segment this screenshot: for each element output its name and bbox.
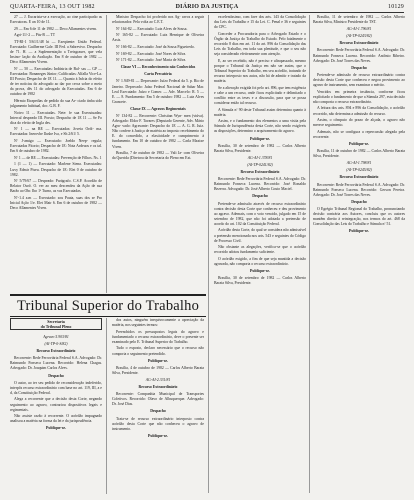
paragraph: (AI-TP-0245/82) (346, 168, 372, 173)
paragraph: 29 — Em 6 de 11 de 1982 — Deco Allamentes vivem. (14, 26, 97, 31)
paragraph: Classe IX — Agravos Regimentais (130, 106, 186, 111)
paragraph: Brasília, 11 de outubro de 1982 — Carlos Alberto Barata Silva, Presidente. (313, 149, 405, 159)
paragraph: Brasília, 11 de setembro de 1982 — Carlos Alberto Barata Silva, Ministro Presidente do TST. (313, 15, 405, 25)
paragraph: (AI-TP-0-S/82) (44, 342, 68, 347)
paragraph: Publique-se. (349, 229, 369, 234)
column-4 (313, 15, 405, 493)
paragraph: Tudo o exposto, declaro necessário que o recurso não comporta o seguimento pretendido. (112, 346, 204, 356)
paragraph: Recurso Extraordinário (240, 170, 280, 175)
paragraph: Não assiste razão à recorrente. O acórdão impugnado analisou a matéria na forma da lei e da jurisprudência. (10, 414, 102, 424)
column-3 (214, 15, 306, 493)
paragraph: Recurso Extraordinário (138, 385, 178, 390)
page-header (10, 3, 404, 13)
paragraph: Despacho (252, 194, 268, 199)
paragraph: Publique-se. (349, 141, 369, 146)
paragraph: Publique-se. (148, 358, 168, 363)
paragraph: Brasília, 4 de outubro de 1982 — Carlos Alberto Barata Silva, Presidente. (112, 365, 204, 375)
paragraph: Agri-11/-2 — Pás-B — TT (14, 33, 56, 38)
paragraph: Nº 134-82 — Recorrente: Christian Wyn- men (viúva). Advogado: Eldor F. Tavares (Deputado Gerente, Adv. Mário Agra- vado: Agravante: Despacho do 1E — A. G. R. Juiz. Não confere à Justiça de matéria ao imposto recebimento do E. do concedido, a elasticidade e cumprimento à fundamento. Em 10 de outubro de 1982 — Carla Maxixe Viven. (112, 114, 204, 149)
paragraph: Nº 5/79/67 — Despeado: Parágrafo. C.S.P. Acordão de Relator Ourô. O. ver ao meu descendeu da Ação de sua Barão ao Obr. Ibo 1ª Turno, as vas Executadas. (10, 179, 102, 194)
paragraph: excelentíssimo, com fave dos arts. 143 da Consolidação das Leis do Trabalho e 15 da Lei. C. Penal e 36 e seguintes do CPC. (214, 15, 306, 30)
paragraph: Publique-se. (250, 269, 270, 274)
paragraph: Nº 164-82 — Executado: Luiz Alves de Sousa. (116, 26, 188, 31)
column-1-lower (10, 333, 102, 494)
paragraph: Se a alteração exigida foi pelo art. 896, que tem exigência e cabe a um recurso, onde ficou explicitado e delimitado o conflito entre as teses e a discussão, para que se possa considerar então tal recurso. (214, 85, 306, 105)
paragraph: Preenchidos os pressupostos legais do agravo e fundamentado o recurso extraordinário, deve o presente ser examinado pelo E. Tribunal Superior do Trabalho. (112, 329, 204, 344)
paragraph: O acórdão exigido, a fim de que seja mantida a decisão agravada, não comporta o recurso extraordinário. (214, 256, 306, 267)
paragraph: AG-AI-2.331/81 (145, 377, 171, 382)
paragraph: 1 (1 — 1) — Executado: Marlene Siena. Executadas: Luvy Edmir Piseu. Despacho de 1E: Elet 0 de outubro de 1982. (10, 162, 102, 177)
paragraph: AG-AI-1.796/81 (346, 27, 372, 32)
column-divider (208, 15, 209, 493)
column-2-lower (112, 318, 204, 494)
paragraph: AG-AI-1.378/81 (247, 155, 273, 160)
paragraph: Nº 1.949-81 — Deprecante: Juízo Federal da 5. p. Rio de Janeiro. Deprecado: Juízo Federal Nacional de Sabar Mar. Leal Executado: Juízo e Comer. — Adv. Marcelo: R. 5 — E. — 8. Fundamento: Em 5 de outubro 1982 — Luiz Alves Grancete. (112, 79, 204, 104)
secretaria-line-2: do Tribunal Pleno (40, 324, 72, 329)
paragraph: Nº 165-82 — Executado: Luiz Henrique de Oliveira Assis. (112, 33, 204, 43)
paragraph: (AI-TP-0243/82) (346, 34, 372, 39)
paragraph: Nº 169-82 — Executado: José Nores de Silva. (116, 51, 187, 56)
paragraph: (AI-TP-0241/82) (247, 162, 273, 167)
paragraph: Pretende-se admissão através de recurso extraordinário contra decisão desta Corte que conheceu e deu provimento ao agravo. Ademais, com o voto vencido, julgado em 15 de setembro de 1982, que não foi adotada a pretensão de acordo do art. 102 da Constituição Federal. (214, 201, 306, 226)
paragraph: Pretende-se admissão de recurso extraordinário contra decisão desta Corte que conheceu e negou provimento ao agravo de instrumento, sem examinar o mérito. (313, 72, 405, 88)
header-publication-title: DIÁRIO DA JUSTIÇA (175, 4, 239, 10)
paragraph: Nº-1.4 a.m — Executado: sou Pauta, suas dos se Pro Inicial Ação 1/e. Elet Mair 6. Em 6 de outubro de 1982 — Deco Allamentes Viven. (10, 196, 102, 211)
paragraph: Recorrente: Companhia Municipal de Transportes Coletivos. Recorrido: Olavo de Albuquerque. Advogado: Dr. José Dias. (112, 392, 204, 407)
paragraph: Recurso Extraordinário (339, 175, 379, 180)
paragraph: Recorrente: Rede Ferroviária Federal S.A. Advogado: Dr. Raimundo Fonseca Lucena. Recorrido: Helena Chagas. Advogado: Dr. Joaquim Carlos Alves. (10, 356, 102, 371)
column-divider (309, 15, 310, 493)
paragraph: Nº — 50 — Executadas: Indústria de Bal- sas — GP — Executadas: Bonaneges Júnior; Calificadas: Alfalla Vice-La. III Porsto; Despacho de 1E 11. — Quanto à Infcia do efeito de ter noticias do advogado ao dar por cerca sobre o meio da prova, dês 11 do advogado da Executadas. Em 6 de outubro de 1982 (10, 66, 102, 97)
paragraph: Recorrente: Rede Ferroviária Federal S.A. Advogado: Dr. Raimundo Fonseca Lucena. Recorrido: Gerson Pereira. Advogado: Dr. José Torres das Neves. (313, 182, 405, 197)
header-page-number: 10129 (388, 4, 404, 10)
paragraph: Vencidos em primeira instância, conforme ficou explicitado o fundamento de que a Súmula 297, esta decisão não comporta o recurso extraordinário. (313, 89, 405, 104)
paragraph: Carta Precatória (144, 72, 172, 77)
paragraph: Classe VI — Reconhecimento não Conhecidos (120, 65, 196, 70)
column-divider (106, 15, 107, 293)
paragraph: TT-RI-1 5/61/1/48 ht — Exeqüente: União Federal. Executado: Guilherme Gale. III Fed. a Sabrevivo. Despacho de 71. H. — a Suplementação a Treisgrauer, que vela Insino- lação da Avaliação. Em 8 de outubro de 1982 — Déco Allamentes Vivem. (10, 39, 102, 65)
section-banner: Tribunal Superior do Trabalho (10, 294, 206, 317)
column-1 (10, 15, 102, 293)
paragraph: Despacho (351, 65, 367, 70)
paragraph: Nº 171-82 — Executado: José Maria de Silva. (116, 58, 187, 63)
paragraph: A Súmula nº 90 deste Tribunal assim determina quanto à matéria. (214, 107, 306, 117)
paragraph: AG-AI-1.798/81 (346, 161, 372, 166)
paragraph: Nº 1 — de RE — Executadas: Prevenção de Filhos. Ns. 1 (14, 155, 102, 160)
paragraph: Nº 1 — na RE — Executadas: Joveia Ordi- ma. Executadas: Inerovbe Ilusbe Iva, e Sh 2/61/ 5. (10, 127, 102, 137)
paragraph: Despacho (48, 373, 64, 378)
header-date: QUARTA-FEIRA, 13 OUT 1982 (10, 4, 95, 10)
paragraph: Acórdão desta Corte, do qual se considera não admissível a pretensão mencionada nos arts. 543 e seguintes do Código de Processo Civil. (214, 228, 306, 243)
paragraph: Nº 166-82 — Executado: José da Sousa Figueiredo. (116, 44, 195, 49)
paragraph: Agravo 5.903/81 (43, 335, 69, 339)
paragraph: dos autos, ninguém inequivocamente a apreciação da matéria, nos seguintes termos: (112, 318, 204, 328)
paragraph: Recorrente: Rede Ferroviária Federal S.A. Advogado: Dr. Raimundo Fonseca Lucena. Recorrido: José Ronaldo Bezerra. Advogado: Dr. José Alberto Couto Maciel. (214, 177, 306, 192)
paragraph: Noivo 11 ... Executadas. Nete: fe sua Executuadas: Intercal despeado III. Porsto; Despacho de 1E 11 — Se Fo dica do efeito de Ingla des. (10, 110, 102, 125)
paragraph: Recurso Extraordinário (339, 41, 379, 46)
paragraph: Despacho (351, 199, 367, 204)
paragraph: Despacho (150, 409, 166, 414)
paragraph: Alega a recorrente que a decisão desta Corte, negando seguimento ao agravo, contrariou dispositivos legais e regimentais. (10, 397, 102, 412)
paragraph: Brasília, 30 de setembro de 1982 — Carlos Alberto Barata Silva, Presidente. (214, 276, 306, 286)
paragraph: Brasília, 7 de outubro de 1982 — Vali Ja- com Oliveira da Querida (Diretora da Secretaria do Pleno em Ext. (112, 151, 204, 161)
paragraph: Publique-se. (250, 136, 270, 141)
paragraph: 27 — J. Eucarista-se a execução, ao cine participarão as Executoras. E an 10 de 11. (10, 15, 102, 25)
paragraph: Conceder a Procuradoria para o Advogado Estado e o Órgão da Justiça do Trabalho do Estado. Pelo fatalmente o recorrido 8 dias em art. 11 do art. 896 da Consolidação das Leis do Trabalho, em toda sua plenitude, e que o seu não seja considerado efetivamente com atenção. (214, 31, 306, 57)
paragraph: Brasília, 30 de setembro de 1982 — Carlos Alberto Barata Silva, Presidente. (214, 143, 306, 153)
paragraph: Assim, o cômputo do prazo de alçada, o agravo não merece seguimento. (313, 118, 405, 128)
paragraph: Trata-se de recurso extraordinário interposto contra acórdão desta Corte que não conheceu o agravo de instrumento. (112, 416, 204, 431)
paragraph: Recurso Extraordinário (36, 349, 76, 354)
paragraph: Nº J-amigo — Executado: Joeldo Neep- regula; Executadas Fitorio; Despacho de 1E: Nota Ardeuos e os tal. Em 6 de outubro de 1982. (10, 139, 102, 154)
paragraph: E, ao ser recebido, não é preciso e ultrapassado, mesmo porque o Tribunal da Justiça em não ser assim, que o Tribunal Superior do Trabalho, em seu acórdão, tratando de recurso interposto nos autos, não há de admitir e tratado da matéria. (214, 58, 306, 84)
secretaria-heading (10, 318, 102, 330)
paragraph: Recorrente: Rede Ferroviária Federal S.A. Advogado: Dr. Raimundo Fonseca Lucena. Recorrido: Antônio Ribeiro. Advogado: Dr. José Torres das Neves. (313, 48, 405, 63)
paragraph: O autor, ao ter seu pedido de reconsideração indeferido, interpôs recurso extraordinário com base no art. 119, III, a e d, da Constituição Federal. (10, 380, 102, 395)
column-divider (106, 318, 107, 494)
paragraph: Ademais, não se configura a repercussão alegada pela recorrente. (313, 129, 405, 139)
paragraph: Publique-se. (148, 433, 168, 438)
paragraph: Assim, e o fundamento dos elementos a uma visita pela Súmula de Jurisprudência desta Corte, não sendo exigíveis as disposições, determino o arquivamento do agravo. (214, 119, 306, 134)
secretaria-line-1: Secretaria (47, 319, 65, 324)
column-2 (112, 15, 204, 293)
paragraph: Publique-se. (46, 426, 66, 431)
paragraph: Não obstante as alegações, verifica-se que o acórdão recorrido adotou fundamento suficiente. (214, 245, 306, 255)
paragraph: Hêrmio Eirapedias de pedido do sua Ar- ciado tinha sido julgamento habitual, doc. G.B. F. (10, 98, 102, 108)
paragraph: Ministro Despacho foi proferido nos Ag- ravos a seguir relacionados: Pela volta ao C.E.T. (112, 15, 204, 25)
paragraph: O Egrégio Tribunal Regional do Trabalho, pronunciando decisão contrária aos Autores, concluiu que os autores mantêm direito à reintegração, nos termos do art. 468 da Consolidação das Leis do Trabalho e Súmula nº 51. (313, 206, 405, 227)
paragraph: A leitura dos arts. 894 e 896 da Consolidação, o acórdão recorrido, não determina a admissão do recurso. (313, 106, 405, 116)
